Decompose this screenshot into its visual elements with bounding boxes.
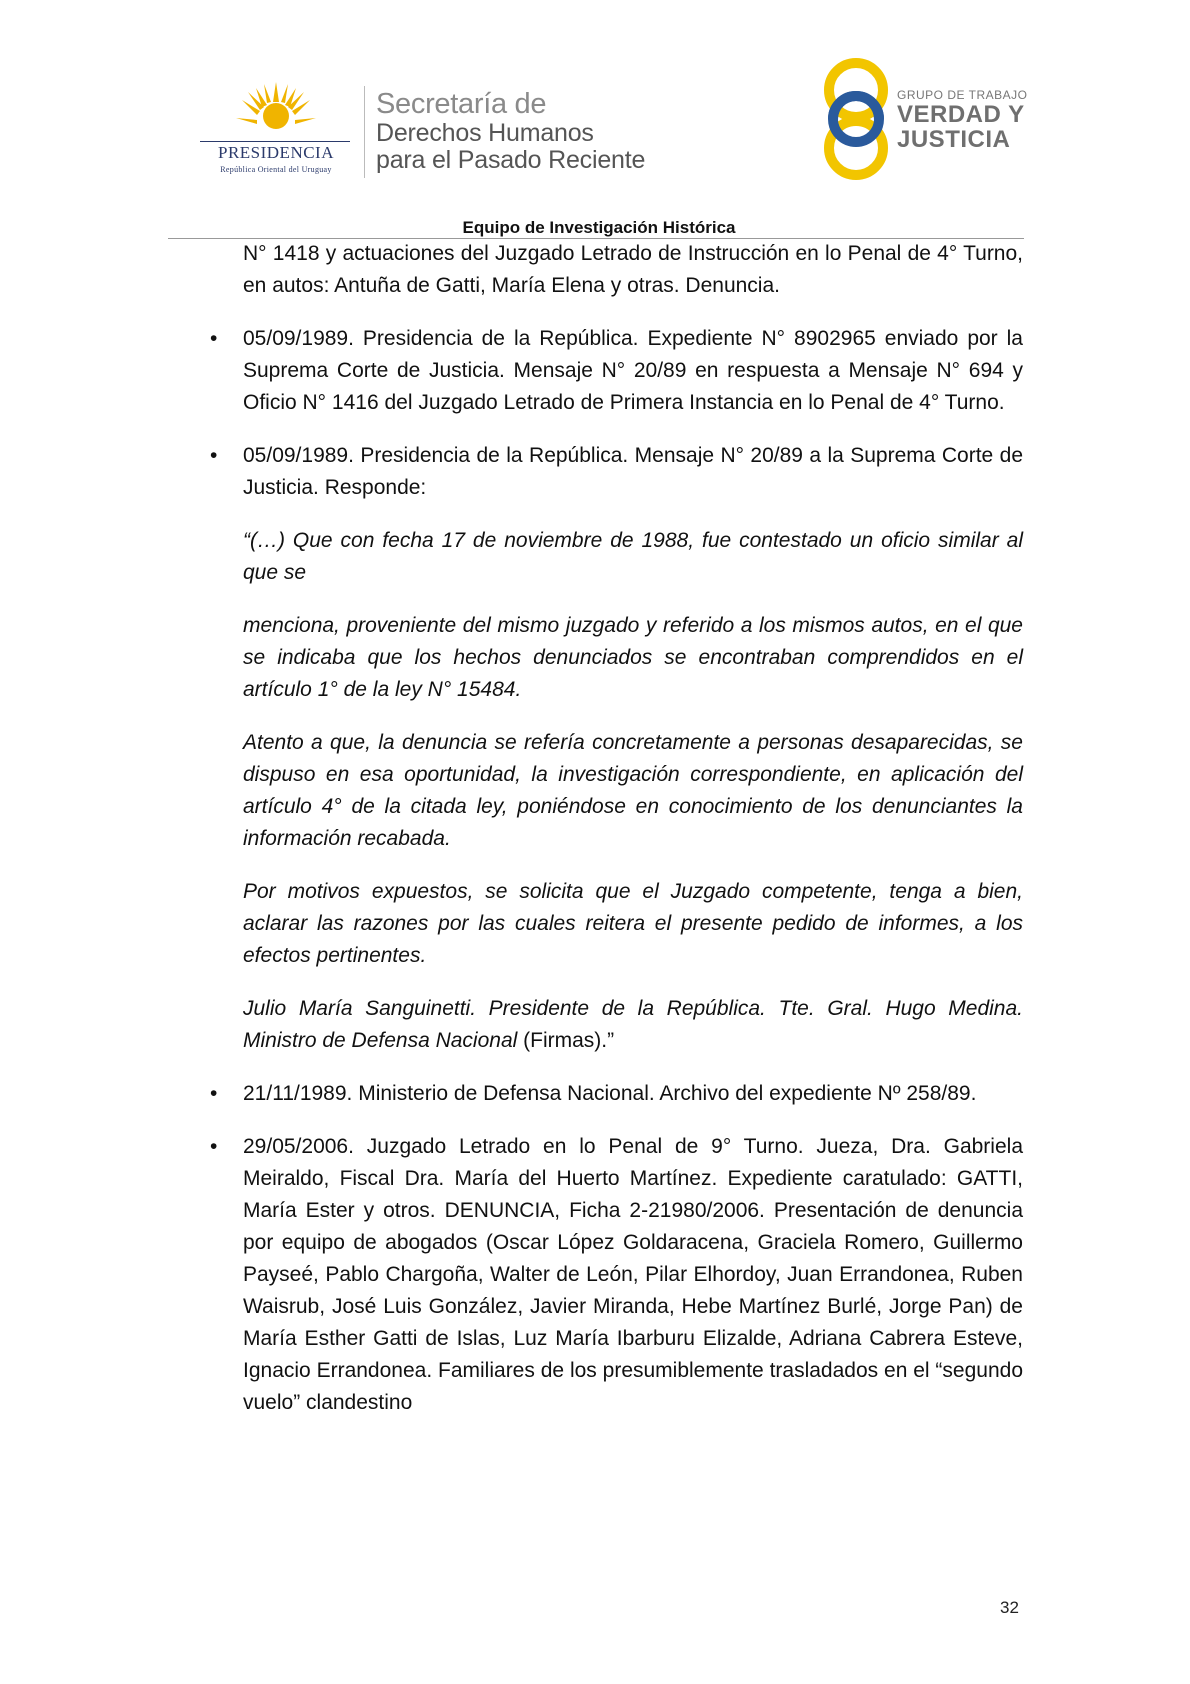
list-item-text: 05/09/1989. Presidencia de la República. Expediente N° 8902965 enviado por la Suprema Corte de Justicia. Mensaje N° 20/89 en respuesta a Mensaje N° 694 y Oficio N° 1416 del Juzgado Letrado de Primera Instancia en lo Penal de 4° Turno. bbox=[243, 327, 1023, 414]
verdad-justicia-rings-icon bbox=[818, 56, 894, 182]
grupo-line-2: VERDAD Y bbox=[897, 101, 1025, 128]
bullet: • bbox=[210, 444, 218, 467]
list-item bbox=[210, 1131, 1023, 1419]
grupo-line-1: GRUPO DE TRABAJO bbox=[897, 88, 1028, 102]
signature-note: (Firmas).” bbox=[517, 1029, 615, 1052]
quote-paragraph: “(…) Que con fecha 17 de noviembre de 1988, fue contestado un oficio similar al que se bbox=[243, 529, 1023, 584]
bullet: • bbox=[210, 1082, 218, 1105]
page-header bbox=[0, 0, 1190, 250]
list-item-text: 05/09/1989. Presidencia de la República. Mensaje N° 20/89 a la Suprema Corte de Justicia. Responde: bbox=[243, 444, 1023, 499]
bullet: • bbox=[210, 1135, 218, 1158]
secretaria-logo-text bbox=[376, 88, 645, 174]
quote-paragraph: Atento a que, la denuncia se refería concretamente a personas desaparecidas, se dispuso en esa oportunidad, la investigación correspondiente, en aplicación del artículo 4° de la citada ley, poniéndose en conocimiento de los denunciantes la información recabada. bbox=[243, 731, 1023, 850]
bullet: • bbox=[210, 327, 218, 350]
quote-paragraph: menciona, proveniente del mismo juzgado y referido a los mismos autos, en el que se indicaba que los hechos denunciados se encontraban comprendidos en el artículo 1° de la ley N° 15484. bbox=[243, 614, 1023, 701]
list-item bbox=[210, 1078, 1023, 1110]
signature-names: Julio María Sanguinetti. Presidente de la República. Tte. Gral. Hugo Medina. Ministro de Defensa Nacional bbox=[243, 997, 1023, 1052]
equipo-label: Equipo de Investigación Histórica bbox=[462, 218, 736, 237]
presidencia-name: PRESIDENCIA bbox=[217, 143, 334, 162]
logo-divider bbox=[364, 86, 365, 178]
quote-paragraph: Por motivos expuestos, se solicita que el Juzgado competente, tenga a bien, aclarar las razones por las cuales reitera el presente pedido de informes, a los efectos pertinentes. bbox=[243, 880, 1023, 967]
quote-signature bbox=[243, 993, 1023, 1057]
secretaria-line-1: Secretaría de bbox=[376, 88, 547, 120]
paragraph-continuation: N° 1418 y actuaciones del Juzgado Letrado de Instrucción en lo Penal de 4° Turno, en autos: Antuña de Gatti, María Elena y otras. Denuncia. bbox=[243, 242, 1023, 297]
document-body bbox=[210, 238, 1023, 1419]
presidencia-logo bbox=[196, 80, 356, 180]
verdad-justicia-text bbox=[897, 88, 1027, 152]
list-item-text: 29/05/2006. Juzgado Letrado en lo Penal de 9° Turno. Jueza, Dra. Gabriela Meiraldo, Fiscal Dra. María del Huerto Martínez. Expediente caratulado: GATTI, María Ester y otros. DENUNCIA, Ficha 2-21980/2006. Presentación de denuncia por equipo de abogados (Oscar López Goldaracena, Graciela Romero, Guillermo Payseé, Pablo Chargoña, Walter de León, Pilar Elhordoy, Juan Errandonea, Ruben Waisrub, José Luis González, Javier Miranda, Hebe Martínez Burlé, Jorge Pan) de María Esther Gatti de Islas, Luz María Ibarburu Elizalde, Adriana Cabrera Esteve, Ignacio Errandonea. Familiares de los presumiblemente trasladados en el “segundo vuelo” clandestino bbox=[243, 1135, 1023, 1414]
presidencia-rule bbox=[200, 141, 350, 142]
list-item bbox=[210, 323, 1023, 419]
sun-icon bbox=[234, 80, 318, 140]
page-number: 32 bbox=[1000, 1598, 1019, 1617]
secretaria-line-2: Derechos Humanos bbox=[376, 119, 594, 147]
list-item bbox=[210, 440, 1023, 504]
secretaria-line-3: para el Pasado Reciente bbox=[376, 146, 646, 174]
list-item-text: 21/11/1989. Ministerio de Defensa Nacional. Archivo del expediente Nº 258/89. bbox=[243, 1082, 977, 1105]
presidencia-subtitle: República Oriental del Uruguay bbox=[220, 165, 332, 174]
grupo-line-3: JUSTICIA bbox=[897, 126, 1011, 153]
header-title bbox=[0, 218, 1190, 238]
